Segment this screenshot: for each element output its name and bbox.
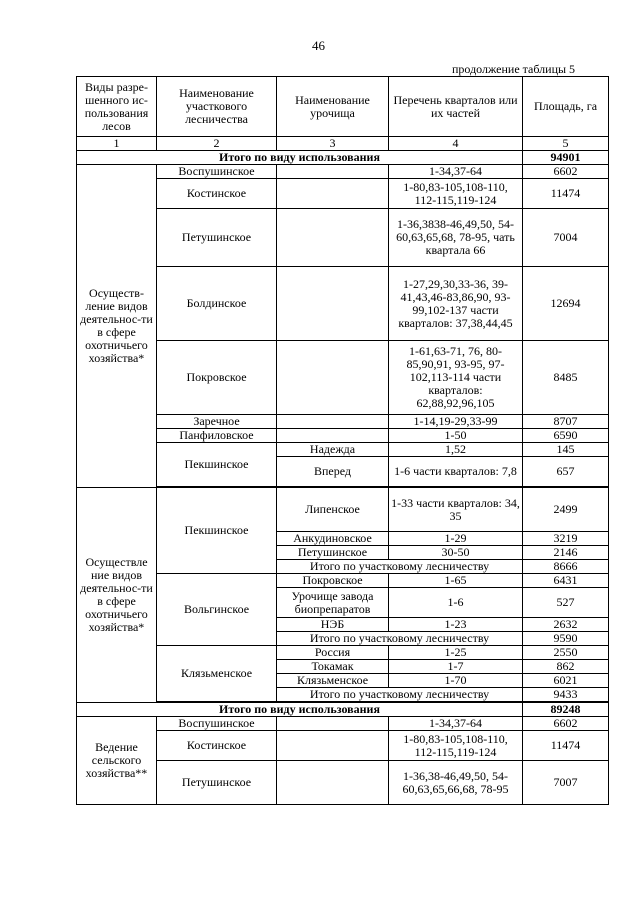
forestry-cell: Панфиловское: [157, 429, 277, 443]
column-number: 4: [389, 137, 523, 151]
table-row: [77, 646, 609, 660]
tract-cell: Токамак: [277, 660, 389, 674]
area-cell: 2499: [523, 488, 609, 532]
subtotal-label: Итого по участковому лесничеству: [277, 560, 523, 574]
table-row: [77, 267, 609, 341]
table-row: [77, 341, 609, 415]
forestry-cell: Костинское: [157, 731, 277, 761]
tract-cell: [277, 429, 389, 443]
tract-cell: [277, 179, 389, 209]
area-cell: 7007: [523, 761, 609, 805]
quarters-cell: 1-23: [389, 618, 523, 632]
header-use-type: Виды разре-шенного ис-пользования лесов: [77, 77, 157, 137]
subtotal-value: 9433: [523, 688, 609, 702]
area-cell: 6602: [523, 717, 609, 731]
quarters-cell: 1-25: [389, 646, 523, 660]
forestry-cell: Пекшинское: [157, 443, 277, 487]
tract-cell: [277, 761, 389, 805]
subtotal-value: 8666: [523, 560, 609, 574]
area-cell: 6021: [523, 674, 609, 688]
area-cell: 2632: [523, 618, 609, 632]
total-value: 94901: [523, 151, 609, 165]
header-area: Площадь, га: [523, 77, 609, 137]
quarters-cell: 1-65: [389, 574, 523, 588]
table-row: [77, 488, 609, 532]
subtotal-value: 9590: [523, 632, 609, 646]
header-tract: Наименование урочища: [277, 77, 389, 137]
tract-cell: Анкудиновское: [277, 532, 389, 546]
tract-cell: [277, 717, 389, 731]
column-number: 5: [523, 137, 609, 151]
quarters-cell: 1-29: [389, 532, 523, 546]
table-row: [77, 761, 609, 805]
tract-cell: [277, 209, 389, 267]
table-row: [77, 731, 609, 761]
tract-cell: НЭБ: [277, 618, 389, 632]
table-header-row: [77, 77, 609, 137]
quarters-cell: 1-33 части кварталов: 34, 35: [389, 488, 523, 532]
tract-cell: [277, 165, 389, 179]
header-forestry: Наименование участкового лесничества: [157, 77, 277, 137]
use-type-cell: Осуществле ние видов деятельнос-ти в сфере охотничьего хозяйства*: [77, 488, 157, 703]
area-cell: 6590: [523, 429, 609, 443]
column-number: 2: [157, 137, 277, 151]
total-value: 89248: [523, 703, 609, 717]
use-type-cell: Осуществ-ление видов деятельнос-ти в сфере охотничьего хозяйства*: [77, 165, 157, 488]
forestry-cell: Пекшинское: [157, 488, 277, 574]
area-cell: 657: [523, 457, 609, 487]
area-cell: 2550: [523, 646, 609, 660]
tract-cell: Клязьменское: [277, 674, 389, 688]
quarters-cell: 1-7: [389, 660, 523, 674]
forestry-cell: Болдинское: [157, 267, 277, 341]
forestry-cell: Воспушинское: [157, 717, 277, 731]
table-row: [77, 574, 609, 588]
quarters-cell: 1-34,37-64: [389, 165, 523, 179]
area-cell: 862: [523, 660, 609, 674]
quarters-cell: 30-50: [389, 546, 523, 560]
subtotal-label: Итого по участковому лесничеству: [277, 632, 523, 646]
area-cell: 7004: [523, 209, 609, 267]
column-number: 1: [77, 137, 157, 151]
tract-cell: Липенское: [277, 488, 389, 532]
tract-cell: Покровское: [277, 574, 389, 588]
area-cell: 8707: [523, 415, 609, 429]
quarters-cell: 1-14,19-29,33-99: [389, 415, 523, 429]
column-number-row: [77, 137, 609, 151]
use-type-cell: Ведение сельского хозяйства**: [77, 717, 157, 805]
total-label: Итого по виду использования: [77, 703, 523, 717]
area-cell: 2146: [523, 546, 609, 560]
table-row: [77, 717, 609, 731]
table-row: [77, 429, 609, 443]
area-cell: 12694: [523, 267, 609, 341]
total-label: Итого по виду использования: [77, 151, 523, 165]
tract-cell: Надежда: [277, 443, 389, 457]
quarters-cell: 1-80,83-105,108-110, 112-115,119-124: [389, 179, 523, 209]
tract-cell: Урочище завода биопрепаратов: [277, 588, 389, 618]
column-number: 3: [277, 137, 389, 151]
forestry-cell: Клязьменское: [157, 646, 277, 702]
forestry-cell: Петушинское: [157, 209, 277, 267]
quarters-cell: 1-50: [389, 429, 523, 443]
forest-use-table: [76, 76, 609, 805]
forestry-cell: Покровское: [157, 341, 277, 415]
tract-cell: Россия: [277, 646, 389, 660]
forestry-cell: Заречное: [157, 415, 277, 429]
quarters-cell: 1-80,83-105,108-110, 112-115,119-124: [389, 731, 523, 761]
area-cell: 145: [523, 443, 609, 457]
tract-cell: [277, 731, 389, 761]
forestry-cell: Петушинское: [157, 761, 277, 805]
table-row: [77, 209, 609, 267]
area-cell: 527: [523, 588, 609, 618]
area-cell: 3219: [523, 532, 609, 546]
quarters-cell: 1-61,63-71, 76, 80-85,90,91, 93-95, 97-102,113-114 части кварталов: 62,88,92,96,105: [389, 341, 523, 415]
table-row: [77, 165, 609, 179]
table-continuation-note: продолжение таблицы 5: [452, 62, 576, 76]
area-cell: 6431: [523, 574, 609, 588]
area-cell: 6602: [523, 165, 609, 179]
quarters-cell: 1,52: [389, 443, 523, 457]
table-row: [77, 179, 609, 209]
total-row: [77, 703, 609, 717]
table-row: [77, 443, 609, 457]
forestry-cell: Воспушинское: [157, 165, 277, 179]
quarters-cell: 1-36,38-46,49,50, 54-60,63,65,66,68, 78-95: [389, 761, 523, 805]
quarters-cell: 1-36,3838-46,49,50, 54-60,63,65,68, 78-95, чать квартала 66: [389, 209, 523, 267]
header-quarters: Перечень кварталов или их частей: [389, 77, 523, 137]
subtotal-label: Итого по участковому лесничеству: [277, 688, 523, 702]
tract-cell: [277, 341, 389, 415]
area-cell: 11474: [523, 731, 609, 761]
quarters-cell: 1-27,29,30,33-36, 39-41,43,46-83,86,90, 93-99,102-137 части кварталов: 37,38,44,45: [389, 267, 523, 341]
quarters-cell: 1-6 части кварталов: 7,8: [389, 457, 523, 487]
quarters-cell: 1-34,37-64: [389, 717, 523, 731]
tract-cell: [277, 267, 389, 341]
area-cell: 11474: [523, 179, 609, 209]
table-row: [77, 415, 609, 429]
quarters-cell: 1-70: [389, 674, 523, 688]
forestry-cell: Вольгинское: [157, 574, 277, 646]
area-cell: 8485: [523, 341, 609, 415]
tract-cell: Вперед: [277, 457, 389, 487]
tract-cell: [277, 415, 389, 429]
tract-cell: Петушинское: [277, 546, 389, 560]
page-number: 46: [312, 38, 325, 53]
total-row: [77, 151, 609, 165]
forestry-cell: Костинское: [157, 179, 277, 209]
quarters-cell: 1-6: [389, 588, 523, 618]
